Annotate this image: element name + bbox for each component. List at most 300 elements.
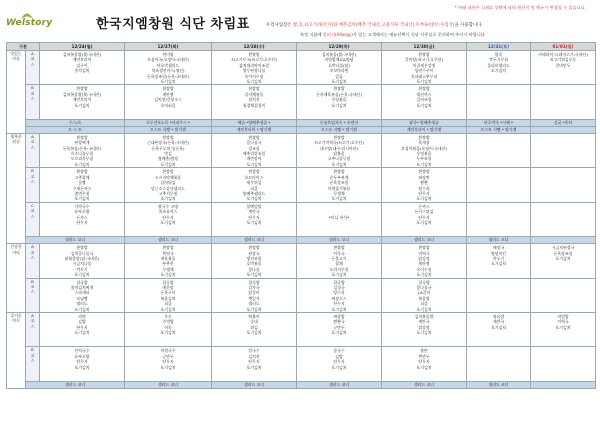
night-salad-bar-cell: 샐러드 코너 (297, 381, 382, 388)
dinner-b-day-6 (531, 278, 596, 312)
menu-item (467, 196, 530, 201)
menu-item: 흰쌀밥 (418, 52, 430, 57)
lunch-b-day-5 (467, 168, 531, 202)
night-b-day-5 (467, 347, 531, 381)
menu-item: 깍두기 (76, 266, 88, 272)
date-header-row (7, 43, 596, 51)
menu-item: 미역줄기볶음 (327, 185, 351, 191)
menu-item: 잡곡밥 (418, 279, 430, 285)
menu-item: 닭갈비 (248, 290, 260, 296)
toast-bar-cell: 계란후라이 * 딸기잼 (212, 126, 297, 133)
menu-item: 무생채 (162, 266, 174, 272)
menu-item: 단무지 (248, 359, 260, 365)
menu-item (212, 341, 296, 346)
menu-item: 숙주나물무침 (70, 151, 94, 157)
menu-item: 갈비탕(쇠고기:호주산) (404, 57, 444, 63)
menu-item: 양념치킨 (490, 250, 507, 256)
course-letter: 스 (30, 254, 35, 260)
menu-item (40, 79, 124, 84)
menu-item (531, 162, 595, 167)
menu-item: 시금치나물 (72, 261, 92, 267)
menu-item: 감자국 (248, 284, 260, 290)
menu-item: 떡볶이 (248, 314, 260, 319)
menu-item: 흰쌀밥 (248, 245, 260, 251)
meal-label-text: 건강한 (10, 244, 22, 250)
menu-item: 오징어볶음(오징어:국내산) (401, 145, 447, 151)
menu-item: 흰쌀밥 (333, 134, 345, 140)
menu-item: 포기김치 (416, 79, 432, 85)
night-meal-label (7, 313, 26, 389)
lunch-a-day-0 (40, 133, 125, 167)
menu-item: 쇠고기무국(쇠고기:호주산) (231, 57, 277, 63)
menu-item: 포기김치 (490, 324, 507, 330)
menu-item: 비빔국수 (160, 348, 176, 354)
breakfast-a-day-1 (125, 51, 212, 85)
menu-item: 포기김치 (74, 102, 90, 108)
menu-item (382, 341, 466, 346)
menu-item: 가락국수 (74, 203, 90, 209)
menu-table (6, 42, 596, 389)
breakfast-b-day-4 (382, 85, 467, 119)
menu-item: 호박볶음 (246, 261, 262, 267)
course-label-a (26, 51, 40, 85)
lunch-salad-bar-cell (531, 237, 596, 244)
menu-item: 포기김치 (416, 161, 432, 167)
menu-item: 미역국 (557, 319, 569, 325)
menu-item: 모닝빵 (76, 295, 88, 301)
menu-item: 수제돈까스 (72, 185, 92, 191)
menu-item: 쫄면무침 (74, 190, 90, 196)
menu-item: 포기김치 (416, 196, 432, 202)
breakfast-b-day-1 (125, 85, 212, 119)
menu-item: 단무지 (76, 324, 88, 330)
menu-item: 볶음밥 (492, 314, 505, 319)
lunch-b-day-4 (382, 168, 467, 202)
course-letter: 스 (30, 179, 35, 185)
menu-item: 김밥 (78, 319, 86, 325)
menu-item: 흰쌀밥 (162, 169, 174, 175)
menu-item: 도라지무침 (329, 266, 349, 272)
breakfast-a-day-0 (40, 51, 125, 85)
course-letter: 스 (30, 96, 35, 102)
dinner-b-day-4 (382, 278, 467, 312)
menu-item: 단무지 (162, 359, 174, 365)
menu-item: 고추잡채 (74, 174, 90, 180)
menu-item: 칼국수 (248, 348, 260, 354)
meal-label-text: 점심 (12, 139, 20, 145)
menu-item (297, 375, 381, 380)
night-a-day-5 (467, 313, 531, 347)
menu-item: 짬뽕국 (333, 319, 345, 325)
dinner-a-day-6 (531, 244, 596, 278)
menu-item: 포기김치 (331, 196, 347, 202)
menu-item: 깍두기무침 (489, 57, 508, 63)
menu-item: 군만두 (162, 353, 174, 359)
lunch-c-day-5 (467, 202, 531, 236)
menu-item: 무생채 (333, 190, 345, 196)
menu-item: 잡곡밥 (333, 279, 345, 285)
dinner-a-day-0 (40, 244, 125, 278)
menu-item: 맛김 (164, 151, 172, 157)
menu-item: 계란국 (492, 319, 505, 325)
menu-item: 생선조림 (246, 255, 262, 261)
dinner-a-day-2 (212, 244, 297, 278)
course-label-b (26, 85, 40, 119)
menu-item: 포기김치 (246, 79, 262, 85)
juice-bar-label: 주스/죽 (26, 119, 125, 126)
juice-bar-cell: 팥죽* 양배추생즙 (382, 119, 467, 126)
meal-label-text: 야식 (12, 318, 20, 324)
dinner-a-day-1 (125, 244, 212, 278)
page-title: 한국지엠창원 식단 차림표 (96, 17, 250, 32)
menu-item: 유부초밥 (74, 209, 90, 215)
menu-item (531, 79, 595, 84)
breakfast-b-day-6 (531, 85, 596, 119)
course-letter: B (31, 85, 34, 91)
lunch-c-day-3 (297, 202, 382, 236)
menu-item: 돈가스튀김 (414, 209, 434, 215)
menu-item: 육개장 (418, 140, 430, 146)
menu-item: 쫄면 (420, 348, 428, 354)
menu-item: 김치콩나물국 (70, 250, 94, 256)
menu-item: 청경채겉절이 (242, 102, 266, 108)
menu-item: 시금치된장국 (551, 245, 575, 251)
breakfast-a-day-4 (382, 51, 467, 85)
menu-item: 된장찌개 (74, 140, 90, 146)
menu-item: 포기김치 (246, 196, 262, 202)
menu-item: 볶음밥 (418, 295, 430, 301)
dinner-a-day-5 (467, 244, 531, 278)
menu-item: LA갈비 (417, 290, 431, 296)
header-day: 12/28(수) (212, 43, 297, 51)
course-letter: B (31, 347, 34, 353)
lunch-a-day-4 (382, 133, 467, 167)
menu-item: 포기김치 (416, 364, 432, 370)
menu-item: 잡채 (335, 261, 343, 267)
menu-item: 소시지야채볶음 (154, 174, 182, 180)
menu-item: 포기김치 (74, 161, 90, 167)
menu-item: 북엇국 (162, 250, 174, 256)
dinner-b-day-0 (40, 278, 125, 312)
menu-item (125, 113, 211, 118)
course-letter: 스 (30, 213, 35, 219)
lunch-a-day-6 (531, 133, 596, 167)
menu-item: 깻잎지 (248, 295, 260, 301)
menu-item: 돈불고기 (331, 255, 347, 261)
menu-item: 두부조림 (416, 156, 432, 162)
breakfast-a-day-3 (297, 51, 382, 85)
menu-item: 포기김치 (331, 102, 347, 108)
menu-item: 건파래고추무침 (410, 73, 438, 79)
menu-item: 콩나물 (248, 266, 260, 272)
menu-item: 피클 (420, 301, 428, 307)
menu-item: 닭강정 (418, 324, 430, 330)
menu-item: 오이무침 (416, 266, 432, 272)
menu-item: 흰쌀밥 (162, 245, 174, 251)
course-letter: 코 (30, 283, 35, 289)
juice-bar (7, 119, 596, 126)
breakfast-a-row (7, 51, 596, 85)
menu-item (125, 341, 211, 346)
menu-item (297, 113, 381, 118)
menu-item: 오징어국(오징어:국내산) (147, 57, 189, 63)
night-a-row (7, 313, 596, 347)
menu-item: 쇠고기튀김우동 (549, 57, 577, 63)
menu-item: 단무지 (333, 359, 345, 365)
lunch-c-day-1 (125, 202, 212, 236)
menu-item: 잡곡밥 (76, 279, 88, 285)
menu-item: 치즈생선까스(생선) (151, 68, 185, 74)
course-letter: 스 (30, 61, 35, 67)
menu-item: 미역국 (418, 250, 430, 256)
lunch-c-day-4 (382, 202, 467, 236)
menu-item: 포기김치 (416, 330, 432, 336)
juice-bar-cell: 동심흑임자죽 * 오렌지 (297, 119, 382, 126)
menu-item: 포기김치 (555, 324, 571, 330)
menu-item: 닭볶음탕(닭:국내산) (64, 255, 100, 261)
menu-item: 피클 (250, 185, 258, 191)
night-salad-bar-cell: 샐러드 코너 (212, 381, 297, 388)
menu-item: 어묵국 (333, 250, 345, 256)
night-salad-bar-label: 샐러드 코너 (26, 381, 125, 388)
menu-item (467, 375, 530, 380)
menu-item: 탕수육 (333, 290, 345, 296)
breakfast-b-day-0 (40, 85, 125, 119)
menu-item: 흰쌀밥 (418, 86, 430, 92)
course-label-b (26, 347, 40, 381)
menu-item: 고추나물무침 (327, 156, 351, 162)
menu-item: 올리브샐러드 (487, 62, 510, 68)
menu-item: 포기김치 (160, 306, 176, 312)
menu-item: 단무지 (76, 359, 88, 365)
menu-item: 포기김치 (74, 330, 90, 336)
header-day: 12/29(목) (297, 43, 382, 51)
menu-item: 돈까스 (76, 214, 88, 220)
menu-item: 쌀국수 고명 (157, 203, 179, 209)
course-letter: 코 (30, 173, 35, 179)
menu-item: 도토리묵무침 (70, 156, 94, 162)
lunch-b-day-1 (125, 168, 212, 202)
menu-item: 샐러드 (248, 301, 260, 307)
night-salad-bar-cell (531, 381, 596, 388)
menu-item: 계란국 (418, 319, 430, 325)
menu-item: 감자조림 (416, 97, 432, 103)
menu-item: 갈비만두 (555, 62, 571, 68)
menu-item: 포기김치 (331, 364, 347, 370)
menu-item (40, 231, 124, 236)
breakfast-b-day-3 (297, 85, 382, 119)
menu-item: 장조림 (248, 145, 260, 151)
menu-item (382, 113, 466, 118)
toast-bar-cell: 토스트 식빵 * 딸기잼 (125, 126, 212, 133)
course-letter: 스 (30, 289, 35, 295)
menu-item: 계란후라이 (72, 57, 92, 63)
meal-label-text: 행복한 (10, 133, 22, 139)
dinner-a-day-3 (297, 244, 382, 278)
lunch-c-day-6 (531, 202, 596, 236)
menu-item: 닭볶음 (333, 151, 345, 157)
menu-item: 포기김치 (331, 161, 347, 167)
menu-item: 잡곡밥 (248, 279, 260, 285)
menu-item: 포기김치 (160, 219, 176, 225)
lunch-a-day-5 (467, 133, 531, 167)
night-b-day-1 (125, 347, 212, 381)
dinner-meal-label (7, 244, 26, 313)
menu-item (467, 79, 530, 84)
menu-item: 흰쌀밥 (76, 134, 88, 140)
lunch-a-row (7, 133, 596, 167)
menu-item: 쌀죽 (494, 52, 503, 57)
menu-item: 흰쌀밥 (248, 52, 260, 57)
menu-item: 포기김치 (331, 272, 347, 278)
menu-item: 흰쌀밥 (333, 169, 345, 175)
menu-item (531, 341, 595, 346)
toast-bar-cell: 계란후라이 * 딸기잼 (382, 126, 467, 133)
menu-item: 계란찜 (418, 261, 430, 267)
course-letter: 코 (30, 56, 35, 62)
menu-item: 단무지 (418, 214, 430, 220)
menu-item: 비빔밥 (557, 314, 569, 319)
course-label-b (26, 278, 40, 312)
menu-item (382, 231, 466, 236)
header-day-saturday: 12/31(토) (467, 43, 531, 51)
menu-item: 흰쌀밥 (76, 245, 88, 251)
menu-item (212, 113, 296, 118)
menu-item: 비빔밥재료&양념 (324, 57, 354, 63)
lunch-c-day-0 (40, 202, 125, 236)
lunch-b-day-3 (297, 168, 382, 202)
meal-label-text: 저녁 (12, 249, 20, 255)
menu-item: 찐만두 (418, 353, 430, 359)
lunch-b-day-2 (212, 168, 297, 202)
menu-item: 단무지 (76, 219, 88, 225)
menu-item: 깍두기 (492, 255, 505, 261)
course-letter: A (31, 244, 34, 250)
night-salad-bar-cell: 샐러드 코너 (467, 381, 531, 388)
menu-item: 치즈롤까스 (158, 209, 178, 215)
lunch-salad-bar-cell: 샐러드 코너 (467, 237, 531, 244)
lunch-c-row (7, 202, 596, 236)
menu-item: 김치전/간장소스 (154, 97, 182, 103)
menu-item: 돈까스 (418, 203, 430, 209)
course-letter: A (31, 51, 34, 56)
night-a-day-3 (297, 313, 382, 347)
menu-item: 포기김치 (160, 79, 176, 85)
origin-notice: 우리사업장은 쌀,콩,쇠고기(원산지)와 배추김치(배추:국내산,고춧가루:국내산),두부류(대두:수입산)을 사용합니다. (266, 23, 483, 28)
menu-item: 당근소스감자샐러드 (151, 185, 185, 191)
menu-item: 우엉볶음 (416, 151, 432, 157)
toast-bar (7, 126, 596, 133)
menu-item: 김치전 (248, 353, 260, 359)
menu-item: 부추전 (162, 261, 174, 267)
header-category: 구분 (7, 43, 40, 51)
menu-item: 돈육구이 (160, 290, 176, 296)
menu-item: 돈육장조림(돈육:국내산) (147, 73, 189, 79)
lunch-meal-label (7, 133, 26, 243)
menu-item: 흰쌀밥 (418, 134, 430, 140)
menu-item: 포기김치 (160, 272, 176, 278)
menu-item: 쌈배추/쌈장 (157, 156, 179, 162)
menu-item: 포기김치 (74, 196, 90, 202)
menu-item: 콩국수 (333, 348, 345, 354)
juice-bar-cell: 호두건포도죽 *사과주스 * (125, 119, 212, 126)
header-day: 12/24(월) (40, 43, 125, 51)
breakfast-a-day-2 (212, 51, 297, 85)
night-a-day-1 (125, 313, 212, 347)
meal-label-text: 아침 (12, 56, 20, 62)
lunch-salad-bar-label: 샐러드 코너 (26, 237, 125, 244)
menu-item: 포기김치 (555, 255, 571, 261)
course-letter: B (31, 168, 34, 174)
toast-bar-cell: 토스트 식빵 * 딸기잼 (467, 126, 531, 133)
menu-item: 콩나물국 (416, 284, 432, 290)
menu-item: 김밥 (335, 353, 343, 359)
menu-item: 계란찜 (162, 91, 174, 97)
menu-item (125, 231, 211, 236)
menu-item: 포기김치 (74, 272, 90, 278)
course-letter: 스 (30, 144, 35, 150)
menu-item (125, 375, 211, 380)
menu-item: 새우튀김 (246, 180, 262, 186)
toast-bar-cell (531, 126, 596, 133)
meal-label-text: 맛있는 (10, 51, 22, 56)
menu-item: 대구탕(대구:러시아산) (319, 145, 359, 151)
menu-item: 김치볶음밥 (414, 314, 434, 319)
menu-item: 포기김치 (331, 79, 347, 85)
menu-item (531, 231, 595, 236)
menu-item: 짜장면 (418, 174, 430, 180)
menu-item: 돈육볶음(돈육:국내산) (62, 145, 102, 151)
menu-item: 돈육제육볶음(돈육:국내산) (316, 91, 362, 97)
menu-item: 카레라이스(돼지고기:국내산) (538, 52, 588, 57)
menu-item: 흰쌀밥 (162, 134, 174, 140)
dinner-b-day-5 (467, 278, 531, 312)
course-letter: 코 (30, 318, 35, 324)
menu-item: 닭강정 (418, 255, 430, 261)
menu-item: 흰쌀밥 (248, 169, 260, 175)
menu-item: 포기김치 (74, 364, 90, 370)
menu-item (467, 113, 530, 118)
breakfast-b-day-5 (467, 85, 531, 119)
course-letter: C (31, 202, 34, 208)
menu-item: 쇠고기미역국(쇠고기:호주산) (314, 140, 364, 146)
course-letter: A (31, 313, 34, 318)
menu-item: 삼치데리야끼조림 (238, 62, 270, 68)
menu-item (212, 231, 296, 236)
lunch-b-day-0 (40, 168, 125, 202)
menu-item: 포기김치 (160, 196, 176, 202)
menu-item (297, 231, 381, 236)
night-b-day-0 (40, 347, 125, 381)
menu-item: *미니 특식* (328, 214, 350, 220)
course-label-a (26, 244, 40, 278)
menu-item: 열무된장나물 (242, 68, 266, 74)
menu-item (40, 113, 124, 118)
menu-item: 근대된장국(돈육:국내산) (147, 140, 189, 146)
menu-item: 돈육장조림 (553, 250, 573, 256)
menu-item: 포기김치 (416, 219, 432, 225)
menu-item (382, 375, 466, 380)
menu-item: 단무지 (162, 214, 174, 220)
menu-item: 감귤 (335, 73, 343, 79)
menu-item: 제육볶음 (160, 255, 176, 261)
night-salad-bar-cell: 샐러드 코너 (125, 381, 212, 388)
course-letter: 스 (30, 358, 35, 364)
menu-item: 돈육두루치기(돈육) (151, 145, 185, 151)
night-b-day-6 (531, 347, 596, 381)
night-a-day-4 (382, 313, 467, 347)
menu-item: 아질새우강정 (412, 62, 436, 68)
